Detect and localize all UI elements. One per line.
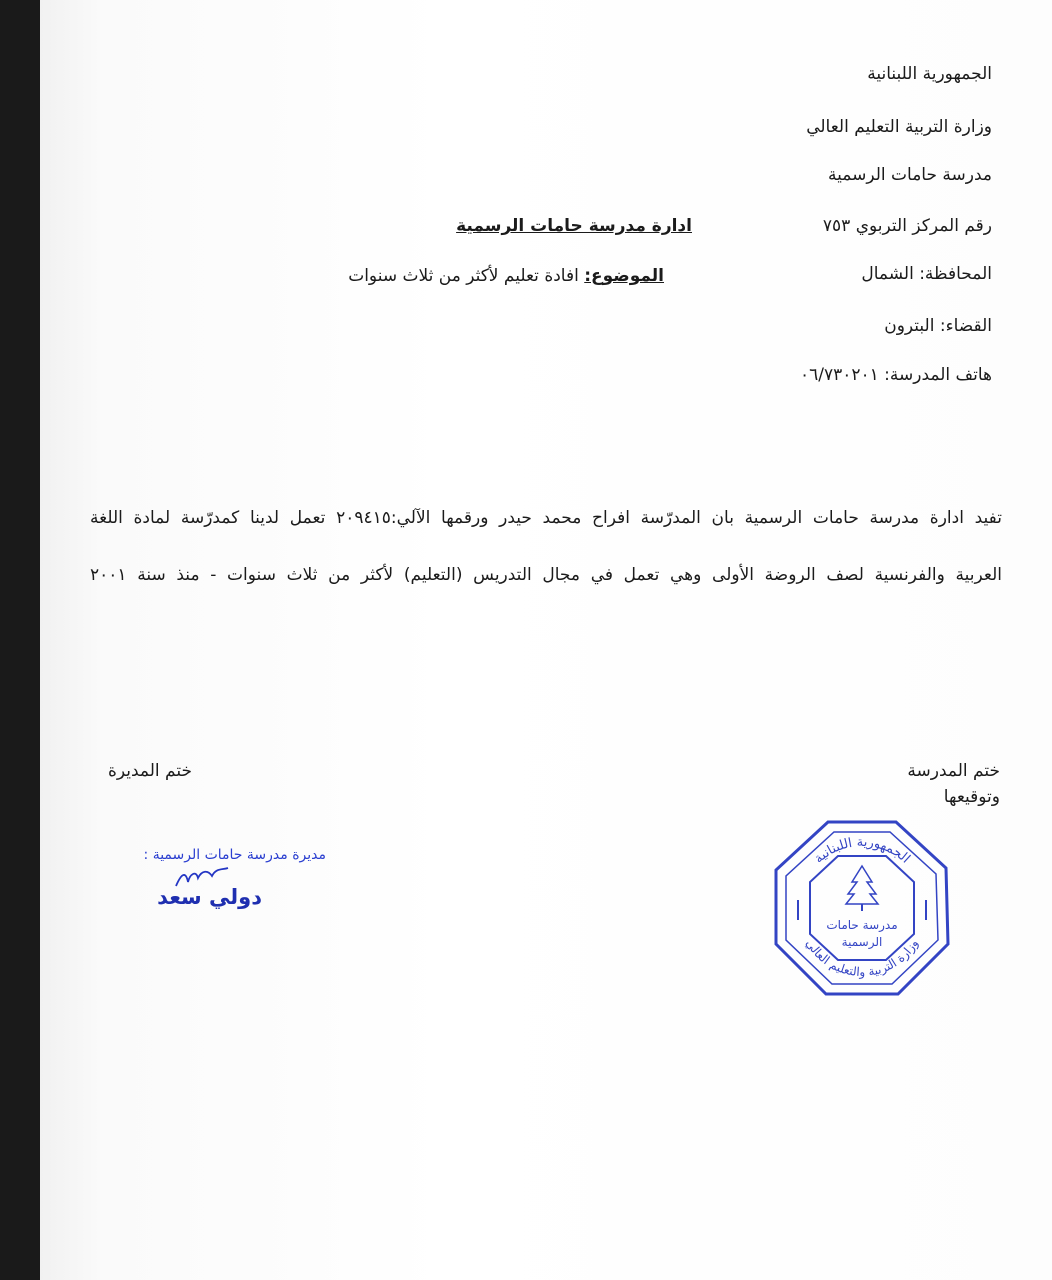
school-phone: هاتف المدرسة: ٠٦/٧٣٠٢٠١: [799, 365, 992, 385]
seal-ring-top: الجمهورية اللبنانية: [811, 834, 913, 867]
director-caption: مديرة مدرسة حامات الرسمية :: [143, 847, 326, 863]
ministry-header: وزارة التربية التعليم العالي: [806, 117, 992, 137]
governorate: المحافظة: الشمال: [861, 264, 992, 284]
republic-header: الجمهورية اللبنانية: [867, 64, 992, 84]
subject-label: الموضوع:: [584, 266, 664, 286]
center-number: رقم المركز التربوي ٧٥٣: [822, 216, 992, 236]
seal-ring-bottom: وزارة التربية والتعليم العالي: [803, 936, 921, 980]
administration-title: ادارة مدرسة حامات الرسمية: [456, 216, 692, 236]
subject-text: افادة تعليم لأكثر من ثلاث سنوات: [348, 266, 579, 286]
seal-center-line-1: مدرسة حامات: [826, 918, 898, 932]
director-stamp-label: ختم المديرة: [107, 761, 192, 781]
body-line-1: تفيد ادارة مدرسة حامات الرسمية بان المدرّسة افراح محمد حيدر ورقمها الآلي:٢٠٩٤١٥ تعمل لدينا كمدرّسة لمادة اللغة: [90, 508, 1002, 528]
seal-center-line-2: الرسمية: [841, 935, 883, 949]
school-header: مدرسة حامات الرسمية: [828, 165, 992, 185]
school-seal: [770, 816, 954, 1000]
body-line-2: العربية والفرنسية لصف الروضة الأولى وهي تعمل في مجال التدريس (التعليم) لأكثر من ثلاث سنوات - منذ سنة ٢٠٠١: [90, 565, 1002, 585]
district: القضاء: البترون: [884, 316, 992, 336]
document-page: [40, 0, 1052, 1280]
school-stamp-label: ختم المدرسة: [907, 761, 1000, 781]
school-signature-label: وتوقيعها: [943, 787, 1000, 807]
director-name: دولي سعد: [157, 885, 262, 909]
cedar-icon: [846, 866, 878, 911]
subject-line: [348, 265, 664, 287]
